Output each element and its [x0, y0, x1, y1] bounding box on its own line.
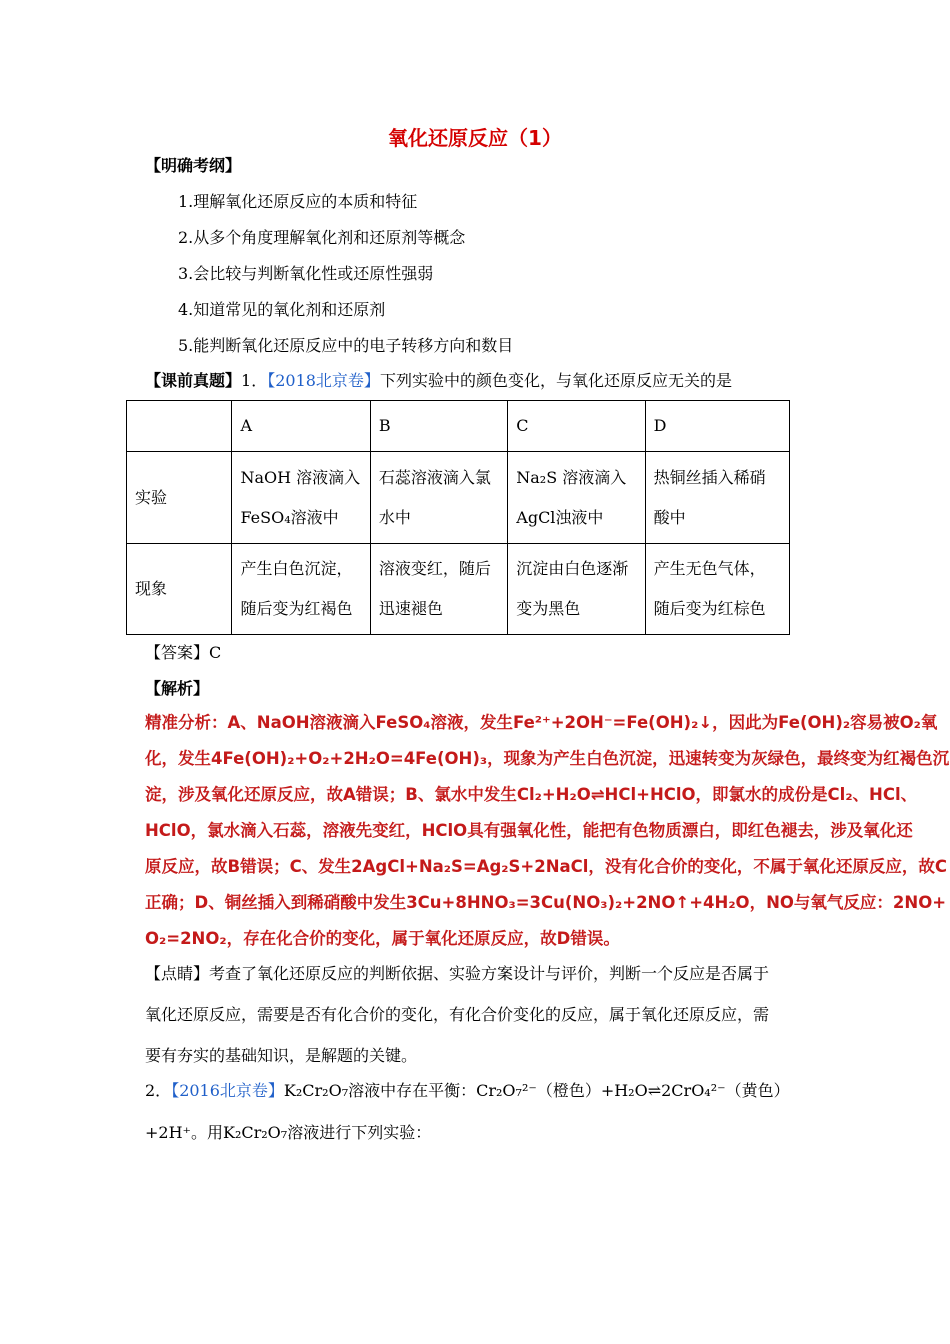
- table-cell: 石蕊溶液滴入氯 水中: [370, 452, 507, 544]
- question-source: 【2018北京卷】: [267, 371, 380, 390]
- table-header-cell: D: [645, 401, 789, 452]
- syllabus-item: 3.会比较与判断氧化性或还原性强弱: [178, 264, 434, 283]
- syllabus-item: 4.知道常见的氧化剂和还原剂: [178, 300, 386, 319]
- table-cell: 产生无色气体， 随后变为红棕色: [645, 544, 789, 635]
- table-header-cell: B: [370, 401, 507, 452]
- question-text: K₂Cr₂O₇溶液中存在平衡：Cr₂O₇²⁻（橙色）+H₂O⇌2CrO₄²⁻（黄色）: [283, 1081, 790, 1100]
- section-heading-syllabus: 【明确考纲】: [145, 156, 242, 175]
- key-point-line: 【点睛】考查了氧化还原反应的判断依据、实验方案设计与评价，判断一个反应是否属于: [145, 964, 770, 983]
- table-cell: 沉淀由白色逐渐 变为黑色: [508, 544, 645, 635]
- answer: 【答案】C: [145, 643, 222, 662]
- question-number: 1．: [241, 371, 268, 390]
- table-header-cell: A: [232, 401, 370, 452]
- question-text: 下列实验中的颜色变化，与氧化还原反应无关的是: [379, 371, 732, 390]
- syllabus-item: 2.从多个角度理解氧化剂和还原剂等概念: [178, 228, 466, 247]
- analysis-line: 正确；D、铜丝插入到稀硝酸中发生3Cu+8HNO₃=3Cu(NO₃)₂+2NO↑+4H₂O，NO与氧气反应：2NO+: [145, 893, 947, 912]
- section-heading-pre-class: 【课前真题】: [145, 371, 242, 390]
- question-2-line: [145, 1078, 790, 1101]
- table-cell: 热铜丝插入稀硝 酸中: [645, 452, 789, 544]
- analysis-heading: 【解析】: [145, 679, 210, 698]
- analysis-line: 原反应，故B错误；C、发生2AgCl+Na₂S=Ag₂S+2NaCl，没有化合价的变化，不属于氧化还原反应，故C: [145, 857, 948, 876]
- row-label-phenomenon: 现象: [127, 544, 232, 635]
- analysis-line: 精准分析：A、NaOH溶液滴入FeSO₄溶液，发生Fe²⁺+2OH⁻=Fe(OH)₂↓，因此为Fe(OH)₂容易被O₂氧: [145, 713, 938, 732]
- question-1-header: [145, 368, 732, 391]
- table-cell: 溶液变红，随后 迅速褪色: [370, 544, 507, 635]
- question-number: 2．: [145, 1081, 172, 1100]
- experiment-table: [126, 400, 790, 635]
- table-cell: Na₂S 溶液滴入 AgCl浊液中: [508, 452, 645, 544]
- analysis-line: 淀，涉及氧化还原反应，故A错误；B、氯水中发生Cl₂+H₂O⇌HCl+HClO，即氯水的成份是Cl₂、HCl、: [145, 785, 918, 804]
- page-title: 氧化还原反应（1）: [388, 126, 562, 150]
- analysis-line: 化，发生4Fe(OH)₂+O₂+2H₂O=4Fe(OH)₃，现象为产生白色沉淀，迅速转变为灰绿色，最终变为红褐色沉: [145, 749, 950, 768]
- key-point-line: 要有夯实的基础知识，是解题的关键。: [145, 1046, 418, 1065]
- analysis-line: O₂=2NO₂，存在化合价的变化，属于氧化还原反应，故D错误。: [145, 929, 620, 948]
- question-2-line-2: +2H⁺。用K₂Cr₂O₇溶液进行下列实验：: [145, 1123, 432, 1142]
- question-source: 【2016北京卷】: [171, 1081, 284, 1100]
- syllabus-item: 5.能判断氧化还原反应中的电子转移方向和数目: [178, 336, 514, 355]
- table-header-cell: C: [508, 401, 645, 452]
- key-point-line: 氧化还原反应，需要是否有化合价的变化，有化合价变化的反应，属于氧化还原反应，需: [145, 1005, 770, 1024]
- table-cell: NaOH 溶液滴入 FeSO₄溶液中: [232, 452, 370, 544]
- analysis-line: HClO，氯水滴入石蕊，溶液先变红，HClO具有强氧化性，能把有色物质漂白，即红色褪去，涉及氧化还: [145, 821, 913, 840]
- table-header-cell: [127, 401, 232, 452]
- syllabus-item: 1.理解氧化还原反应的本质和特征: [178, 192, 418, 211]
- row-label-experiment: 实验: [127, 452, 232, 544]
- table-cell: 产生白色沉淀， 随后变为红褐色: [232, 544, 370, 635]
